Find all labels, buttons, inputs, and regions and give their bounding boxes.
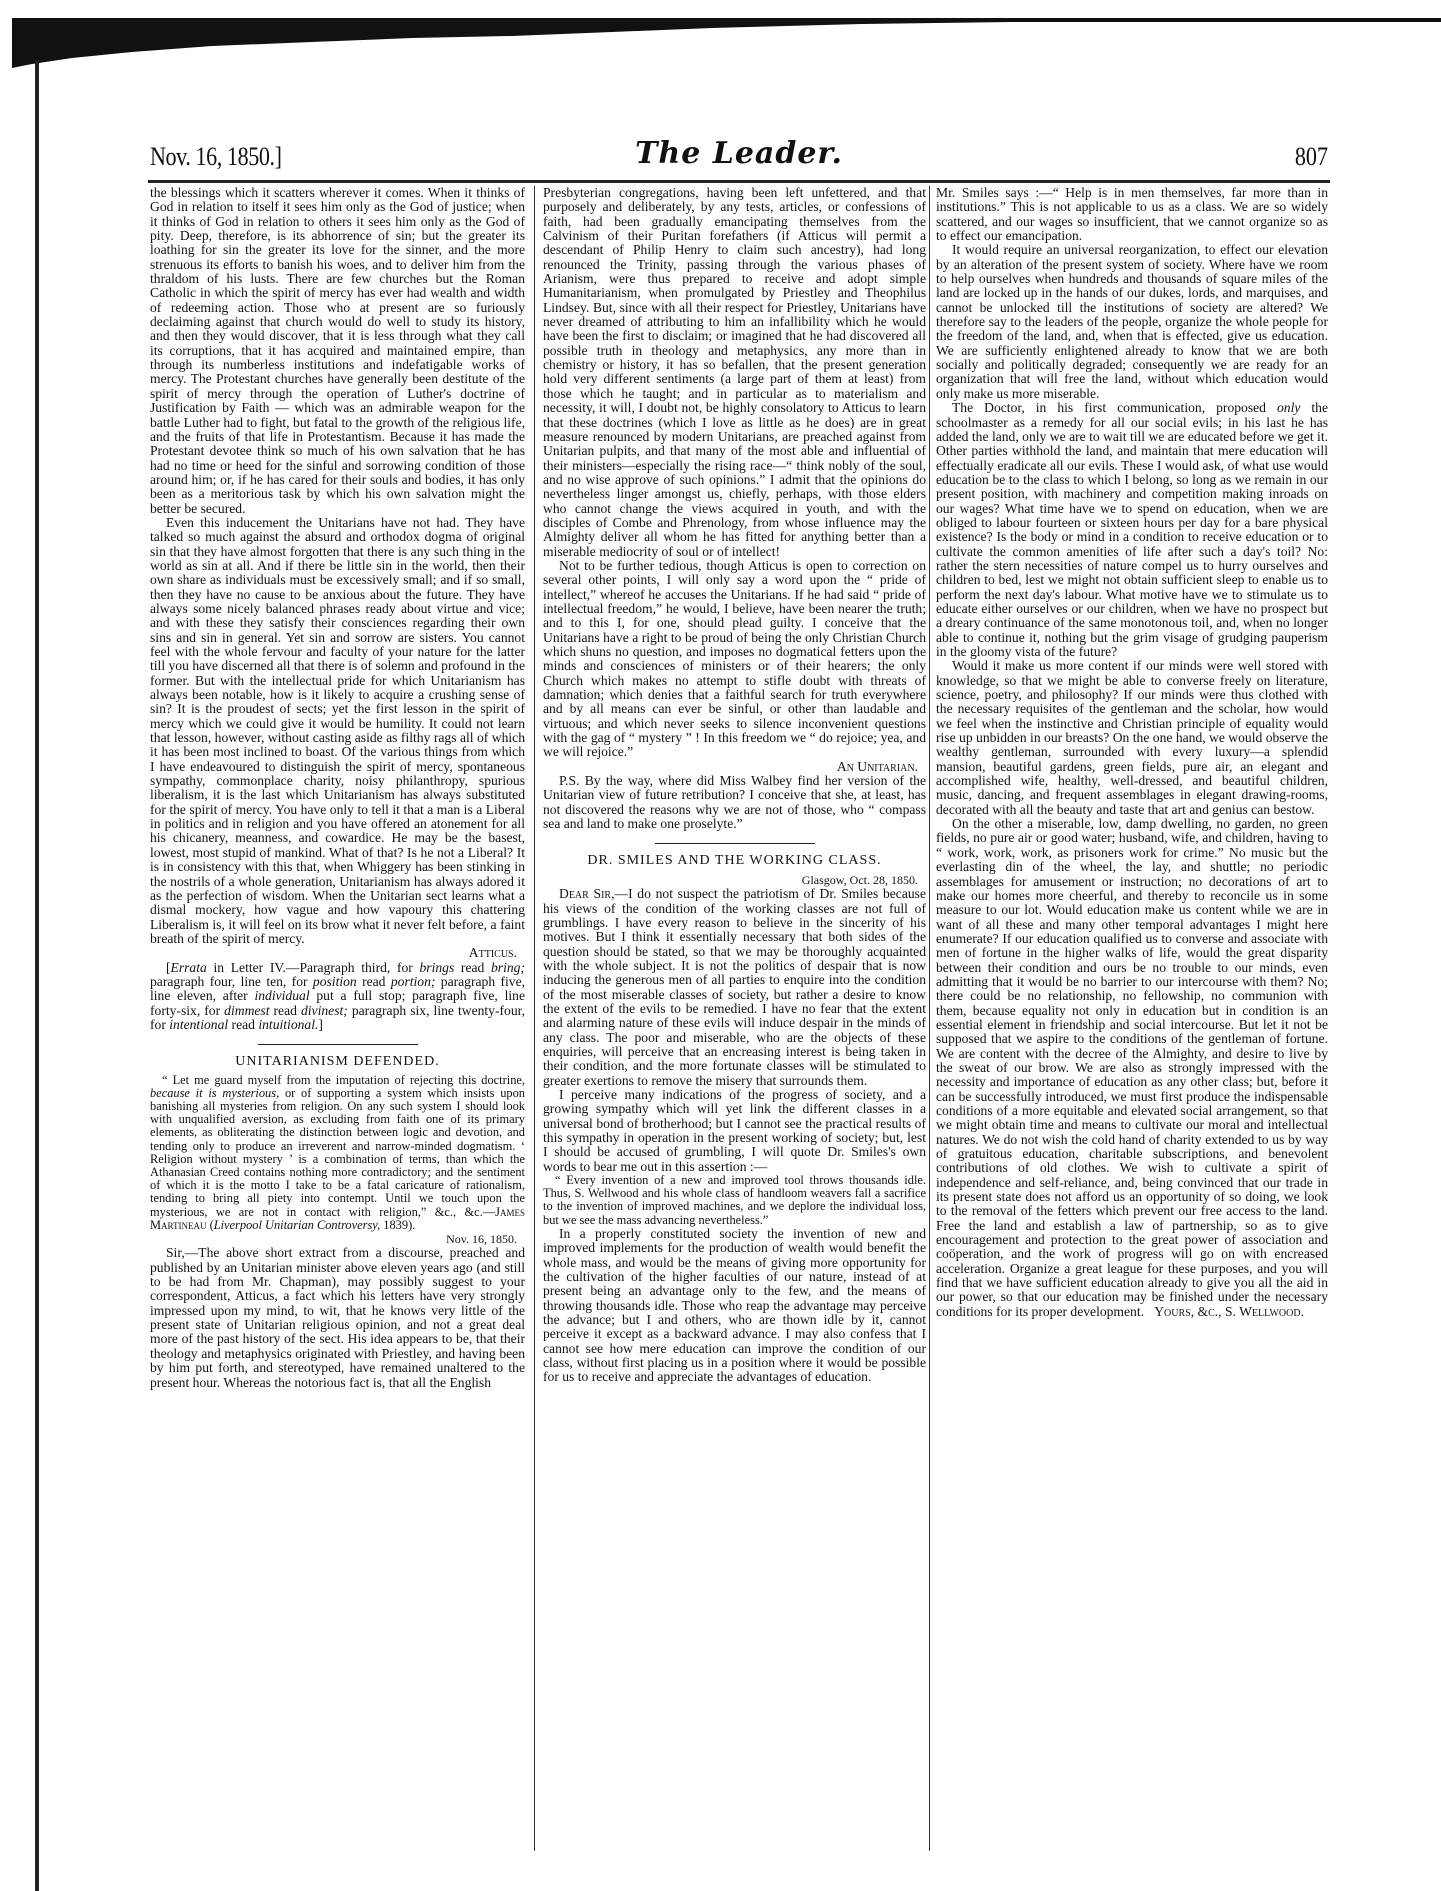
salutation: Dear Sir,	[559, 886, 615, 902]
paragraph-italic: only	[1276, 400, 1301, 416]
quote-italic: because it is mysterious,	[150, 1085, 280, 1100]
quote-text: 1839).	[380, 1217, 416, 1232]
article-paragraph: Mr. Smiles says :—“ Help is in men themselves, far more than in institutions.” This is not applicable to us as a class. We are so widely scattered, and our wages so insufficient, that we cannot organize so as to effect our emancipation.	[936, 185, 1328, 244]
article-paragraph: Sir,—The above short extract from a discourse, preached and published by an Unitarian minister above eleven years ago (and still to be had from Mr. Chapman), may possibly suggest to your correspondent, Atticus, a fact which his letters have very strongly impressed upon my mind, to wit, that he knows very little of the present state of Unitarian religious opinion, and not a great deal more of the past history of the sect. His idea appears to be, that their theology and metaphysics originated with Priestley, and having been by him put forth, and stereotyped, have remained unaltered to the present hour. Whereas the notorious fact is, that all the English	[150, 1245, 525, 1390]
masthead-rule	[148, 180, 1330, 183]
letter-closing: Yours, &c.,	[1154, 1303, 1222, 1319]
paragraph-text: On the other a miserable, low, damp dwelling, no garden, no green fields, no pure air or good water; husband, wife, and children, having to “ work, work, work, as prisoners work for crime.” No music but the everlasting din of the wheel, the lay, and shuttle; no periodic assemblages for amusement or instruction; no decorations of art to make our homes more cheerful, and thereby to reconcile us in some measure to our lot. Would education make us content while we are in want of all these and many other temporal advantages I might here enumerate? If our education qualified us to converse and associate with men of fortune in the higher walks of life, would the great disparity between their condition and ours be no trouble to our minds, even admitting that it would be no barrier to our intercourse with them? No; there could be no relationship, no fellowship, no communion with them, because equality not only in education but in condition is an essential element in friendship and social intercourse. But let it not be supposed that we aspire to the conditions of the gentleman of fortune. We are content with the decree of the Almighty, and desire to live by the sweat of our brow. We are also as strongly impressed with the necessity and importance of education as any other class; but, before it can be successfully introduced, we must first produce the indispensable conditions of a more equitable and elevated social arrangement, so that we might obtain time and means to cultivate our moral and intellectual natures. We do not wish the cold hand of charity extended to us by way of gratuitous education, charitable subscriptions, and benevolent contributions of old clothes. We wish to cultivate a spirit of independence and self-reliance, and, being convinced that our trade in its present state does not afford us an opportunity of so doing, we look to the removal of the fetters which prevent our free access to the land. Free the land and establish a law of partnership, so as to give encouragement and protection to the great power of association and coöperation, and the work of progress will go on with encreased acceleration. Organize a great league for these purposes, and you will find that we have sufficient education already to give you all the aid in our power, so that our education may be finished under the necessary conditions for its proper development.	[936, 816, 1328, 1319]
article-paragraph: I perceive many indications of the progress of society, and a growing sympathy which will yet link the different classes in a universal bond of brotherhood; but I cannot see the practical results of this sympathy in operation in the present working of society; but, lest I should be accused of grumbling, I will quote Dr. Smiles's own words to bear me out in this assertion :—	[543, 1086, 926, 1174]
section-title: UNITARIANISM DEFENDED.	[235, 1054, 440, 1070]
article-paragraph: Even this inducement the Unitarians have not had. They have talked so much against the absurd and orthodox dogma of original sin that they have almost forgotten that there is any such thing in the world as sin at all. And if there be little sin in the world, then their own share as individuals must be excessively small; and if so small, then they have no cause to be anxious about the future. They have always some nicely balanced phrases ready about virtue and vice; and with these they satisfy their consciences regarding their own sins and sin in general. Yet sin and sorrow are sisters. You cannot feel with the whole fervour and faculty of your nature for the latter till you have discerned all that there is of solemn and profound in the former. But with the intellectual pride for which Unitarianism has always been notable, how is it likely to acquire a crushing sense of sin? It is the proudest of sects; yet the first lesson in the spirit of mercy which we could give it would be humility. It could not learn that lesson, however, without casting aside as filthy rags all of which it has been most inclined to boast. Of the various things from which I have endeavoured to distinguish the spirit of mercy, spontaneous sympathy, commonplace charity, noisy philanthropy, spurious liberalism, it is the last which Unitarianism has always substituted for the spirit of mercy. You have only to tell it that a man is a Liberal in politics and in religion and you have offered an atonement for all his chicanery, meanness, and cowardice. He may be the basest, lowest, most stupid of mankind. What of that? Is he not a Liberal? It is in consistency with this that, when Whiggery has been stinking in the nostrils of a whole generation, Unitarianism has always adored it as the perfection of wisdom. When the Unitarian sect learns what a dismal mockery, how vague and how vapoury this chattering Liberalism is, it will feel on its brow what it never felt before, a faint breath of the spirit of mercy.	[150, 514, 525, 946]
errata-word: divinest;	[300, 1002, 348, 1018]
quote-author: James Martineau	[150, 1204, 525, 1232]
column-middle	[543, 186, 926, 1385]
article-paragraph	[543, 887, 926, 1088]
issue-date: Nov. 16, 1850.]	[150, 142, 282, 171]
torn-page-edge	[12, 18, 1441, 68]
quote-text: (	[206, 1217, 214, 1232]
paragraph-text: the schoolmaster as a remedy for all our social evils; in his last he has added the land, only we are to wait till we are educated before we get it. Other parties withhold the land, and maintain that mere education will effectually eradicate all our evils. These I would ask, of what use would education be to the class to which I belong, so long as we remain in our present position, with machinery and competition making inroads on our wages? What time have we to spend on education, when we are obliged to labour fourteen or sixteen hours per day for a bare physical existence? Is the body or mind in a condition to receive education or to cultivate the common amenities of life after such a day's toil? No: rather the stern necessities of nature compel us to hurry ourselves and children to bed, lest we might not obtain sufficient sleep to enable us to perform the next day's labour. What motive have we to stimulate us to educate either ourselves or our children, when we have no prospect but a dreary continuance of the same monotonous toil, and, when no longer able to continue it, nothing but the grim visage of grudging pauperism in the gloomy vista of the future?	[936, 400, 1328, 659]
column-left	[150, 186, 525, 1390]
errata-text: in Letter IV.—Paragraph third, for	[206, 959, 420, 975]
article-paragraph	[936, 401, 1328, 659]
article-paragraph: It would require an universal reorganization, to effect our elevation by an alteration of the present system of society. Where have we room to help ourselves when hundreds and thousands of square miles of the land are locked up in the hands of our dukes, lords, and marquises, and cannot be unlocked till the institutions of society are altered? We therefore say to the leaders of the people, organize the whole people for the freedom of the land, and, when that is effected, give us education. We are sufficiently enlightened already to know that we are both socially and politically degraded; consequently we are ready for an organization that will free the land, without which education would only make us more miserable.	[936, 242, 1328, 401]
section-title: DR. SMILES AND THE WORKING CLASS.	[587, 853, 882, 869]
paragraph-text: The Doctor, in his first communication, proposed	[952, 400, 1277, 416]
section-divider	[258, 1044, 418, 1045]
column-divider	[534, 186, 535, 1851]
errata-word: brings	[419, 959, 455, 975]
quote-source: Liverpool Unitarian Controversy,	[213, 1217, 381, 1232]
errata-text: put a full stop; paragraph five, line forty-six, for	[150, 988, 525, 1018]
dateline: Nov. 16, 1850.	[446, 1232, 517, 1247]
section-divider	[655, 843, 815, 844]
block-quote	[543, 1174, 926, 1227]
errata-word: bring;	[491, 959, 525, 975]
errata-note: [Errata in Letter IV.—Paragraph third, for brings read bring; paragraph four, line ten, for position read portion; paragraph five, line eleven, after individual put a full stop; paragraph five, line forty-six, for dimmest read divinest; paragraph six, line twenty-four, for intentional read intuitional.]	[150, 959, 526, 1032]
article-signature: An Unitarian.	[836, 758, 918, 774]
newspaper-title: The Leader.	[635, 136, 843, 171]
errata-label: Errata	[170, 959, 207, 975]
postscript: P.S. By the way, where did Miss Walbey find her version of the Unitarian view of future retribution? I conceive that she, at least, has not discovered the reasons why we are not of those, who “ compass sea and land to make one proselyte.”	[543, 773, 926, 832]
errata-word: individual	[254, 988, 310, 1004]
block-quote	[150, 1074, 525, 1232]
page-margin-rule	[35, 60, 39, 1891]
errata-text: ]	[318, 1016, 323, 1032]
masthead	[150, 136, 1328, 176]
errata-text: read	[269, 1002, 301, 1018]
errata-word: intentional	[169, 1016, 229, 1032]
errata-word: position	[312, 973, 357, 989]
article-paragraph: the blessings which it scatters wherever it comes. When it thinks of God in relation to itself it sees him only as the God of justice; when it thinks of God in relation to others it sees him only as the God of pity. Deep, therefore, is its abhorrence of sin; but the greater its loathing for sin the greater its love for the sinner, and the more strenuous its efforts to banish his woes, and to deliver him from the thraldom of his lusts. There are few churches but the Roman Catholic in which the spirit of mercy has ever had wealth and width of redeeming action. Those who at present are so furiously declaiming against that church would do well to study its history, and then they would discover, that it is less through what they call its corruptions, that it has acquired and maintained empire, than through its numberless institutions and indefatigable works of mercy. The Protestant churches have generally been destitute of the spirit of mercy through the operation of Luther's doctrine of Justification by Faith — which was an admirable weapon for the battle Luther had to fight, but fatal to the growth of the religious life, and the fruits of that life in Protestantism. Because it has made the Protestant devotee think so much of his own salvation that he has had no time or heed for the sinful and sorrowing condition of those around him; or, if he has cared for their souls and bodies, it has only been as a meritorious task by which his own salvation might the better be secured.	[150, 185, 525, 516]
errata-text: read	[356, 973, 391, 989]
article-signature: S. Wellwood.	[1224, 1303, 1304, 1319]
errata-text: read	[454, 959, 491, 975]
quote-text: or of supporting a system which insists upon banishing all mysteries from religion. On any such system I should look with unqualified aversion, as excluding from faith one of its primary elements, as obliterating the distinction between logic and devotion, and tending only to produce an irreverent and narrow-minded dogmatism. ‘ Religion without mystery ’ is a combination of terms, than which the Athanasian Creed contains nothing more contradictory; and the sentiment of which it is the motto I take to be a fatal caricature of rationalism, tending to bring all piety into contempt. Until we touch upon the mysterious, we are not in contact with religion,” &c., &c.—	[150, 1085, 525, 1219]
article-paragraph: Would it make us more content if our minds were well stored with knowledge, so that we might be able to converse freely on literature, science, poetry, and philosophy? If our minds were thus clothed with the necessary requisites of the gentleman and the scholar, how would we feel when the instinctive and Christian principle of equality would rise up unbidden in our breasts? On the one hand, we would observe the wealthy gentleman, surrounded with every luxury—a splendid mansion, beautiful gardens, green fields, pure air, an elegant and accomplished wife, healthy, well-dressed, and beautiful children, music, dancing, and frequent assemblages in elegant drawing-rooms, decorated with all the beauty and taste that art and genius can bestow.	[936, 658, 1328, 817]
errata-word: portion;	[390, 973, 436, 989]
article-paragraph: Presbyterian congregations, having been left unfettered, and that purposely and deliberately, by any tests, articles, or confessions of faith, had been gradually emancipating themselves from the Calvinism of their Puritan forefathers (if Atticus will permit a descendant of Philip Henry to claim such ancestry), had long renounced the Trinity, passing through the various phases of Arianism, were thus prepared to receive and adopt simple Humanitarianism, when promulgated by Priestley and Theophilus Lindsey. But, since with all their respect for Priestley, Unitarians have never dreamed of attributing to him an infallibility which he would have been the first to disclaim; or imagined that he had discovered all possible truth in theology and metaphysics, any more than in chemistry or history, it has so befallen, that the present generation hold very different sentiments (a large part of them at least) from those which he taught; and in particular as to materialism and necessity, it will, I doubt not, be highly consolatory to Atticus to learn that these doctrines (which I love as little as he does) are in great measure renounced by modern Unitarians, are preached against from Unitarian pulpits, and that many of the most able and influential of their ministers—especially the rising race—“ think nobly of the soul, and no wise approve of such opinions.” I admit that the opinions do nevertheless linger amongst us, chiefly, perhaps, with those elders who cannot change the views acquired in youth, and with the disciples of Combe and Phrenology, from whose influence may the Almighty deliver all whom he has fitted for anything better than a miserable mediocrity of soul or of intellect!	[543, 185, 926, 559]
page-number: 807	[1294, 142, 1328, 171]
quote-text: “ Let me guard myself from the imputation of rejecting this doctrine,	[162, 1072, 525, 1087]
article-paragraph: In a properly constituted society the invention of new and improved implements for the production of wealth would benefit the whole mass, and would be the means of giving more opportunity for the cultivation of the higher faculties of our nature, instead of at present being an advantage only to the few, and the means of throwing thousands idle. Those who reap the advantage may perceive the advance; but I and others, who are thown idle by it, cannot perceive it except as a backward advance. I may also confess that I cannot see how mere education can improve the condition of our class, without first placing us in a position where it would be possible for us to receive and appreciate the advantages of education.	[543, 1225, 926, 1385]
column-divider	[929, 186, 930, 1851]
quote-paragraph	[150, 1074, 525, 1232]
errata-word: dimmest	[224, 1002, 270, 1018]
errata-text: paragraph six, line twenty-four, for	[150, 1002, 525, 1032]
errata-text: read	[228, 1016, 259, 1032]
errata-text: paragraph four, line ten, for	[150, 973, 313, 989]
quote-paragraph: “ Every invention of a new and improved tool throws thousands idle. Thus, S. Wellwood and his whole class of handloom weavers fall a sacrifice to the invention of improved machines, and we deplore the individual loss, but we see the mass advancing nevertheless.”	[543, 1173, 926, 1227]
article-signature: Atticus.	[468, 945, 517, 961]
paragraph-text: —I do not suspect the patriotism of Dr. Smiles because his views of the condition of the working classes are not full of grumblings. I have every reason to believe in the sincerity of his motives. But I think it essentially necessary that both sides of the question should be stated, so that we may be thoroughly acquainted with the whole subject. It is not the politics of despair that is now inducing the generous men of all parties to enquire into the condition of the most miserable classes of society, but rather a desire to know the extent of the evils to be remedied. I have no fear that the extent and alarming nature of these evils will induce despair in the minds of any class. The poor and miserable, who are the objects of these enquiries, will perceive that an encreasing interest is being taken in their condition, and the more fortunate classes will be stimulated to greater exertions to remove the misery that surrounds them.	[543, 886, 926, 1088]
article-paragraph: Not to be further tedious, though Atticus is open to correction on several other points, I will only say a word upon the “ pride of intellect,” whereof he accuses the Unitarians. If he had said “ pride of intellectual freedom,” he would, I believe, have been nearer the truth; and to this I, for one, should plead guilty. I conceive that the Unitarians have a right to be proud of being the only Christian Church which shuns no question, and imposes no dogmatical fetters upon the minds and consciences of ministers or of their hearers; the only Church which makes no attempt to stifle doubt with threats of damnation; which denies that a faithful search for truth everywhere and by all means can ever be sinful, or other than laudable and virtuous; and which never seeks to silence inconvenient questions with the gag of “ mystery ” ! In this freedom we “ do rejoice; yea, and we will rejoice.”	[543, 557, 926, 760]
column-right	[936, 186, 1328, 1319]
article-paragraph	[936, 817, 1328, 1319]
dateline: Glasgow, Oct. 28, 1850.	[801, 872, 918, 887]
errata-text: paragraph five, line eleven, after	[150, 973, 526, 1004]
errata-word: intuitional.	[258, 1016, 319, 1032]
